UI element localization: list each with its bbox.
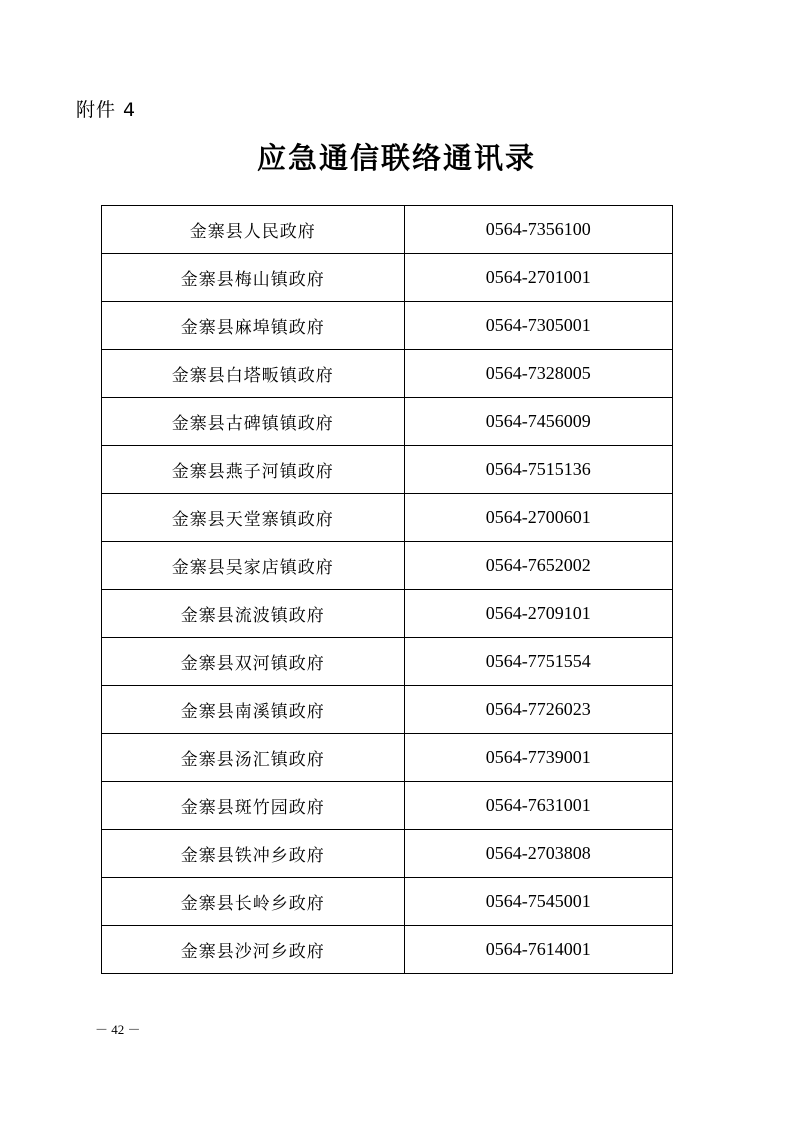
phone-number: 0564-7456009 — [404, 398, 672, 446]
page-number: － 42 － — [95, 1022, 141, 1037]
table-row — [102, 638, 673, 686]
table-row — [102, 782, 673, 830]
table-row — [102, 830, 673, 878]
attachment-label: 附件 4 — [76, 99, 137, 121]
organization-name: 金寨县天堂寨镇政府 — [102, 494, 405, 542]
contact-table — [101, 205, 673, 974]
phone-number: 0564-7614001 — [404, 926, 672, 974]
organization-name: 金寨县汤汇镇政府 — [102, 734, 405, 782]
organization-name: 金寨县长岭乡政府 — [102, 878, 405, 926]
table-row — [102, 686, 673, 734]
phone-number: 0564-7515136 — [404, 446, 672, 494]
organization-name: 金寨县人民政府 — [102, 206, 405, 254]
table-row — [102, 350, 673, 398]
organization-name: 金寨县双河镇政府 — [102, 638, 405, 686]
phone-number: 0564-7751554 — [404, 638, 672, 686]
phone-number: 0564-7726023 — [404, 686, 672, 734]
table-row — [102, 398, 673, 446]
organization-name: 金寨县斑竹园政府 — [102, 782, 405, 830]
table-row — [102, 878, 673, 926]
table-row — [102, 734, 673, 782]
phone-number: 0564-7328005 — [404, 350, 672, 398]
phone-number: 0564-2703808 — [404, 830, 672, 878]
table-row — [102, 302, 673, 350]
phone-number: 0564-7356100 — [404, 206, 672, 254]
table-row — [102, 494, 673, 542]
page-title: 应急通信联络通讯录 — [256, 141, 536, 175]
phone-number: 0564-2700601 — [404, 494, 672, 542]
organization-name: 金寨县铁冲乡政府 — [102, 830, 405, 878]
table-row — [102, 542, 673, 590]
organization-name: 金寨县沙河乡政府 — [102, 926, 405, 974]
phone-number: 0564-2709101 — [404, 590, 672, 638]
phone-number: 0564-7545001 — [404, 878, 672, 926]
phone-number: 0564-7305001 — [404, 302, 672, 350]
organization-name: 金寨县古碑镇镇政府 — [102, 398, 405, 446]
organization-name: 金寨县吴家店镇政府 — [102, 542, 405, 590]
phone-number: 0564-7631001 — [404, 782, 672, 830]
organization-name: 金寨县流波镇政府 — [102, 590, 405, 638]
table-row — [102, 590, 673, 638]
table-row — [102, 926, 673, 974]
organization-name: 金寨县南溪镇政府 — [102, 686, 405, 734]
organization-name: 金寨县梅山镇政府 — [102, 254, 405, 302]
organization-name: 金寨县燕子河镇政府 — [102, 446, 405, 494]
organization-name: 金寨县麻埠镇政府 — [102, 302, 405, 350]
table-row — [102, 206, 673, 254]
organization-name: 金寨县白塔畈镇政府 — [102, 350, 405, 398]
phone-number: 0564-7652002 — [404, 542, 672, 590]
table-row — [102, 446, 673, 494]
table-row — [102, 254, 673, 302]
phone-number: 0564-7739001 — [404, 734, 672, 782]
phone-number: 0564-2701001 — [404, 254, 672, 302]
